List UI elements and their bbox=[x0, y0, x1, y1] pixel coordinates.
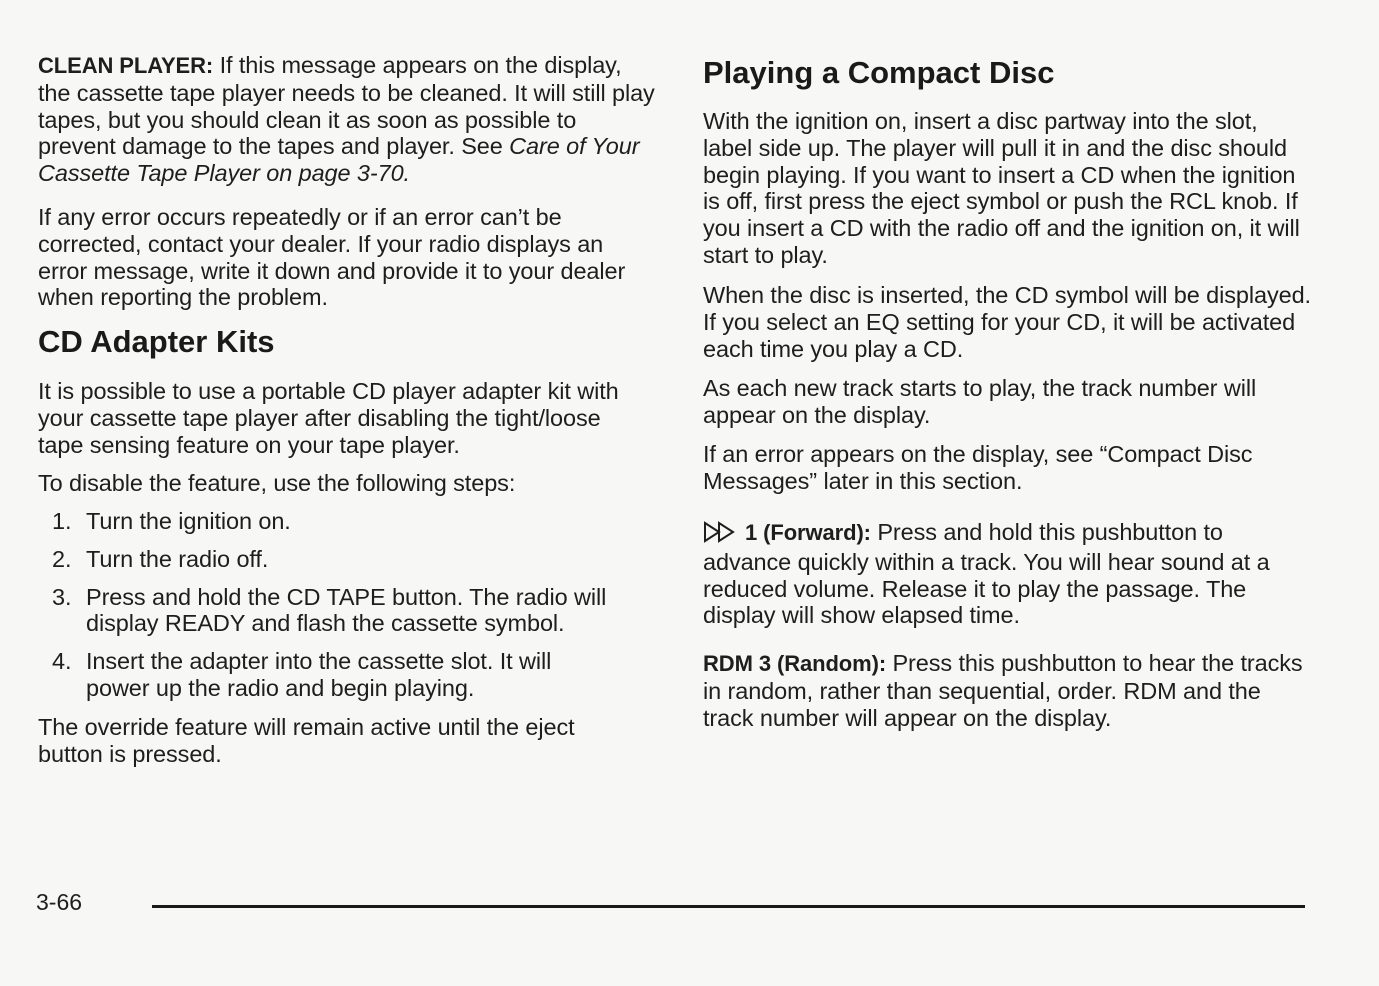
forward-paragraph bbox=[703, 519, 1313, 629]
step-number: 4. bbox=[52, 648, 72, 675]
error-display-paragraph: If an error appears on the display, see “Compact Disc Messages” later in this section. bbox=[703, 441, 1253, 494]
list-item bbox=[38, 648, 660, 702]
cd-adapter-heading: CD Adapter Kits bbox=[38, 324, 275, 359]
clean-player-paragraph bbox=[38, 52, 660, 187]
list-item bbox=[38, 546, 660, 573]
cd-symbol-paragraph: When the disc is inserted, the CD symbol will be displayed. If you select an EQ setting for your CD, it will be activated each time you play a CD. bbox=[703, 282, 1311, 362]
forward-text: Press and hold this pushbutton to advance quickly within a track. You will hear sound at a reduced volume. Release it to play the passage. The display will show elapsed time. bbox=[703, 519, 1270, 629]
list-item bbox=[38, 584, 660, 638]
error-paragraph: If any error occurs repeatedly or if an error can’t be corrected, contact your dealer. If your radio displays an error message, write it down and provide it to your dealer when reporting the problem. bbox=[38, 204, 626, 311]
disable-intro: To disable the feature, use the following steps: bbox=[38, 470, 516, 496]
step-text: Turn the ignition on. bbox=[86, 508, 291, 534]
track-number-paragraph: As each new track starts to play, the track number will appear on the display. bbox=[703, 375, 1257, 428]
footer-divider bbox=[152, 905, 1305, 908]
step-number: 1. bbox=[52, 508, 72, 534]
step-text: Insert the adapter into the cassette slot. It will power up the radio and begin playing. bbox=[86, 648, 552, 701]
forward-label: 1 (Forward): bbox=[745, 520, 871, 545]
step-text: Turn the radio off. bbox=[86, 545, 269, 572]
step-number: 3. bbox=[52, 583, 72, 610]
random-label: RDM 3 (Random): bbox=[703, 651, 887, 676]
random-text: Press this pushbutton to hear the tracks in random, rather than sequential, order. RDM and the track number will appear on the display. bbox=[703, 650, 1303, 731]
step-number: 2. bbox=[52, 545, 72, 572]
random-paragraph bbox=[703, 650, 1303, 731]
fast-forward-icon bbox=[703, 521, 739, 549]
adapter-paragraph: It is possible to use a portable CD player adapter kit with your cassette tape player after disabling the tight/loose tape sensing feature on your tape player. bbox=[38, 378, 619, 458]
clean-player-text: If this message appears on the display, the cassette tape player needs to be cleaned. It will still play tapes, but you should clean it as soon as possible to prevent damage to the tapes and player. See bbox=[38, 52, 655, 160]
page-number: 3-66 bbox=[36, 889, 83, 915]
override-paragraph: The override feature will remain active until the eject button is pressed. bbox=[38, 714, 575, 767]
insert-disc-paragraph: With the ignition on, insert a disc partway into the slot, label side up. The player will pull it in and the disc should begin playing. If you want to insert a CD when the ignition is off, first press the eject symbol or push the RCL knob. If you insert a CD with the radio off and the ignition on, it will start to play. bbox=[703, 108, 1300, 268]
steps-list bbox=[38, 508, 660, 702]
clean-player-reference: Care of Your Cassette Tape Player on page 3-70. bbox=[38, 133, 640, 187]
clean-player-label: CLEAN PLAYER: bbox=[38, 53, 214, 78]
step-text: Press and hold the CD TAPE button. The radio will display READY and flash the cassette symbol. bbox=[86, 583, 607, 637]
playing-cd-heading: Playing a Compact Disc bbox=[703, 55, 1055, 90]
list-item bbox=[38, 508, 660, 535]
